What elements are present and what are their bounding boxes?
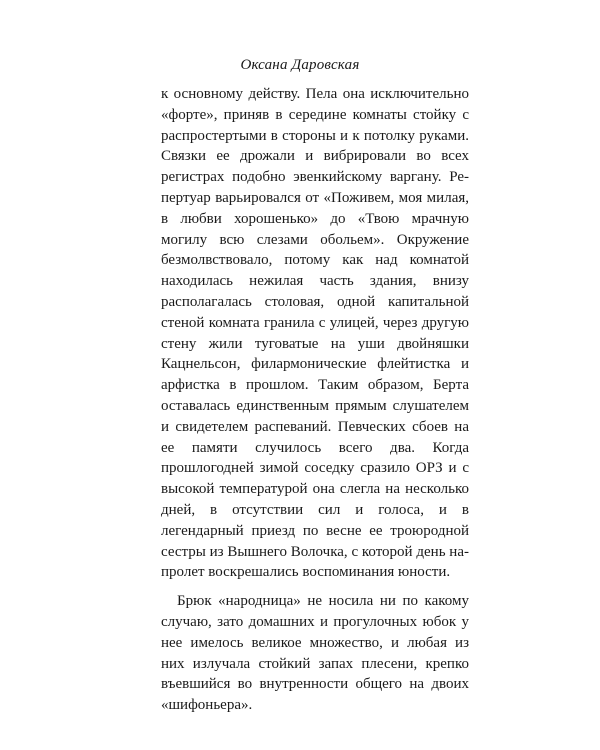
body-text [161, 84, 469, 716]
paragraph-1: к основному действу. Пела она исключительно «форте», приняв в середине комнаты стойку с распростертыми в стороны и к потолку руками. Связки ее дрожали и вибрировали во всех регистрах подобно эвенкийскому варгану. Репертуар варьировался от «Поживем, моя милая, в любви хорошенько» до «Твою мрачную могилу всю слезами обольем». Окружение безмолвствовало, потому как над комнатой находилась нежилая часть здания, внизу располагалась столовая, одной капитальной стеной комната гранила с улицей, через другую стену жили туговатые на уши двойняшки Кацнельсон, филармонические флейтистка и арфистка в прошлом. Таким образом, Берта оставалась единственным прямым слушателем и свидетелем распеваний. Певческих сбоев на ее памяти случилось всего два. Когда прошлогодней зимой соседку сразило ОРЗ и с высокой температурой она слегла на несколько дней, в отсутствии сил и голоса, и в легендарный приезд по весне ее троюродной сестры из Вышнего Волочка, с которой день напролет воскрешались воспоминания юности. [161, 86, 469, 581]
running-header-author: Оксана Даровская [240, 57, 360, 73]
paragraph-2: Брюк «народница» не носила ни по какому случаю, зато домашних и прогулочных юбок у нее имелось великое множество, и любая из них излучала стойкий запах плесени, крепко въевшийся во внутренности общего на двоих «шифоньера». [161, 593, 469, 714]
